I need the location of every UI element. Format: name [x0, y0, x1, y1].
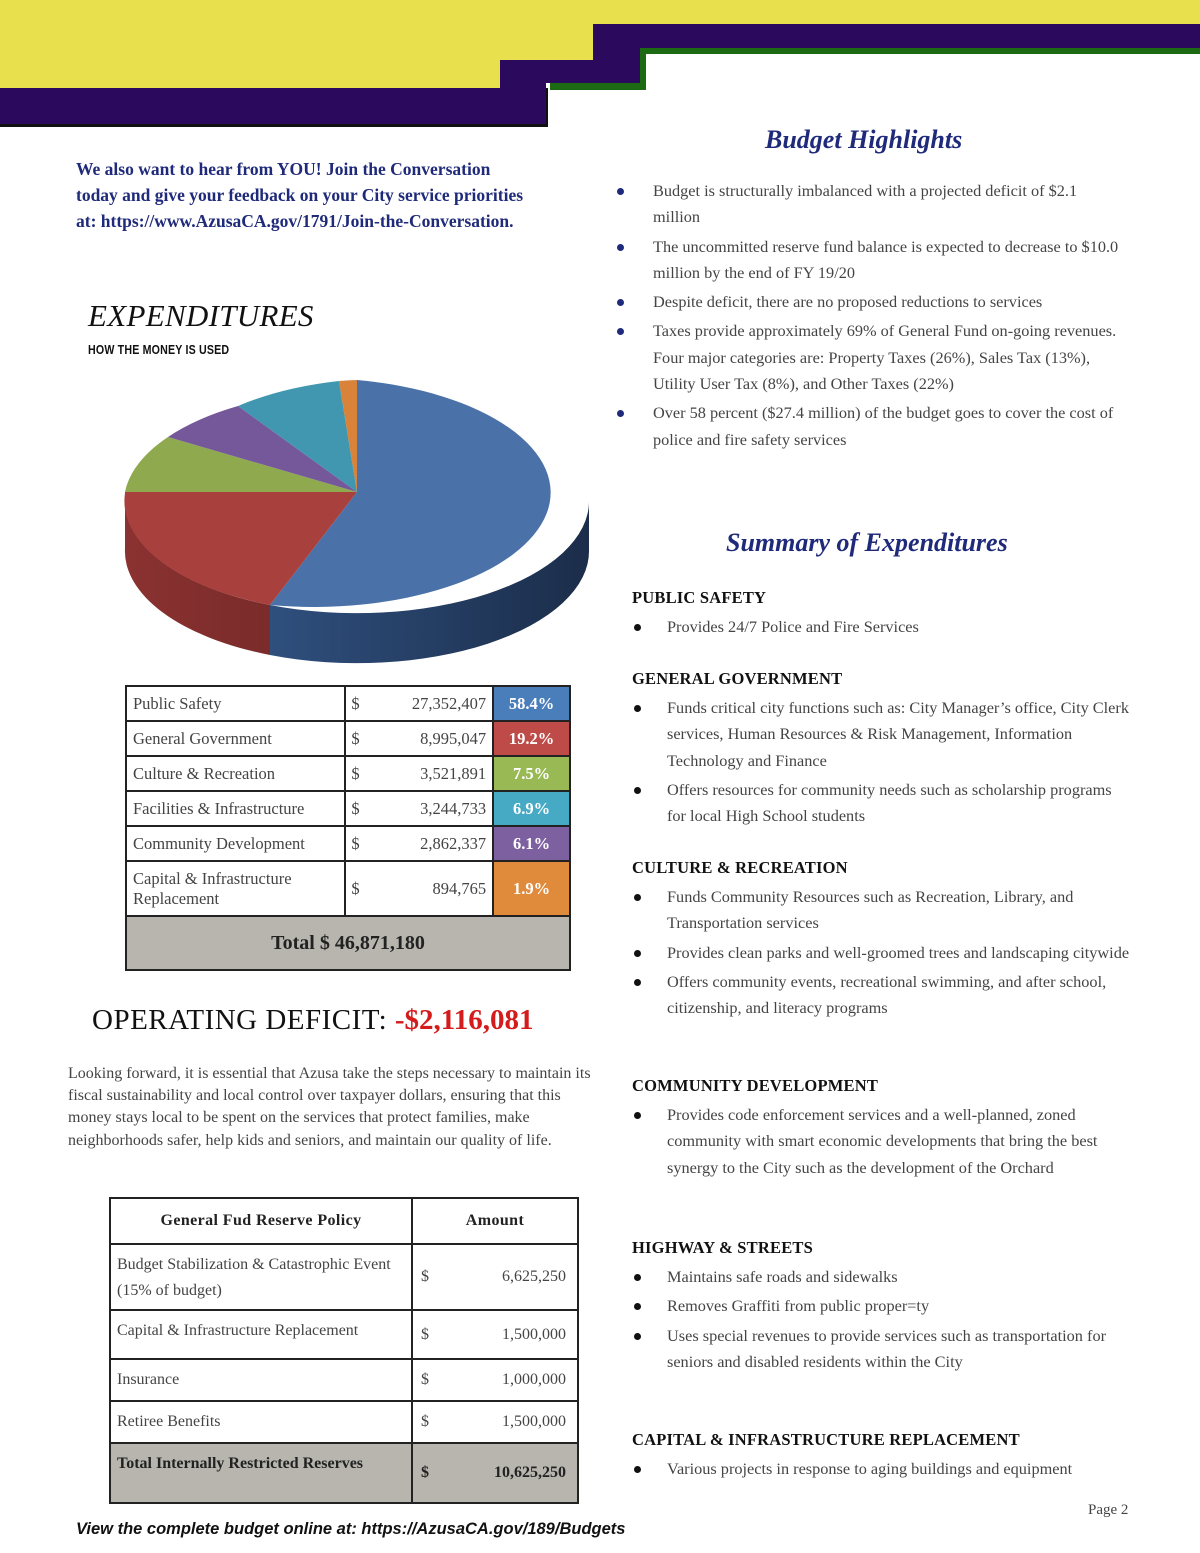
- table-row: [126, 756, 570, 791]
- bullet-icon: [634, 705, 641, 712]
- currency-sign: $: [351, 728, 360, 748]
- bullet-icon: [634, 894, 641, 901]
- summary-section-general-government: [632, 669, 1132, 832]
- budget-highlights-title: Budget Highlights: [765, 125, 963, 154]
- join-conversation-callout: We also want to hear from YOU! Join the Conversation today and give your feedback on your City service priorities at: https://www.AzusaCA.gov/1791/Join-the-Conversation.: [76, 159, 524, 231]
- category-cell: Capital & Infrastructure Replacement: [126, 861, 345, 916]
- currency-sign: $: [351, 878, 360, 898]
- policy-name: Budget Stabilization & Catastrophic Event (15% of budget): [110, 1244, 412, 1310]
- section-heading: COMMUNITY DEVELOPMENT: [632, 1076, 879, 1095]
- list-item: Despite deficit, there are no proposed reductions to services: [617, 289, 1127, 315]
- list-item: The uncommitted reserve fund balance is expected to decrease to $10.0 million by the end of FY 19/20: [617, 234, 1127, 287]
- bullet-icon: [634, 787, 641, 794]
- percent-cell: 6.9%: [493, 791, 570, 826]
- currency-sign: $: [421, 1413, 429, 1430]
- bullet-icon: [634, 624, 641, 631]
- section-heading: HIGHWAY & STREETS: [632, 1238, 813, 1257]
- list-item: Offers resources for community needs such as scholarship programs for local High School students: [632, 777, 1132, 830]
- list-item: Provides code enforcement services and a well-planned, zoned community with smart economic developments that bring the best synergy to the City such as the development of the Orchard: [632, 1102, 1132, 1181]
- category-cell: Community Development: [126, 826, 345, 861]
- table-row: [126, 721, 570, 756]
- bullet-icon: [617, 328, 624, 335]
- expenditures-title: EXPENDITURES: [88, 298, 314, 333]
- list-item: Removes Graffiti from public proper=ty: [632, 1293, 1132, 1319]
- deficit-label: OPERATING DEFICIT:: [92, 1004, 388, 1036]
- percent-cell: 1.9%: [493, 861, 570, 916]
- list-item: Budget is structurally imbalanced with a projected deficit of $2.1 million: [617, 178, 1127, 231]
- summary-section-highway-streets: [632, 1238, 1132, 1378]
- section-heading: CULTURE & RECREATION: [632, 858, 848, 877]
- amount-cell: 894,765: [432, 878, 487, 898]
- policy-name: Capital & Infrastructure Replacement: [110, 1310, 412, 1359]
- table-row: [126, 861, 570, 916]
- list-item: Taxes provide approximately 69% of General Fund on-going revenues. Four major categories are: Property Taxes (26%), Sales Tax (13%), Utility User Tax (8%), and Other Taxes (22%): [617, 318, 1127, 397]
- currency-sign: $: [351, 833, 360, 853]
- list-item: Uses special revenues to provide services such as transportation for seniors and disabled residents within the City: [632, 1323, 1132, 1376]
- table-row: [110, 1359, 578, 1401]
- list-item: Maintains safe roads and sidewalks: [632, 1264, 1132, 1290]
- table-row: [110, 1401, 578, 1443]
- summary-of-expenditures-title: Summary of Expenditures: [726, 528, 1008, 557]
- bullet-icon: [634, 950, 641, 957]
- operating-deficit: [92, 1004, 533, 1037]
- amount-cell: 3,244,733: [420, 798, 487, 818]
- column-header-amount: Amount: [412, 1198, 578, 1244]
- summary-section-capital-replacement: [632, 1430, 1132, 1485]
- deficit-value: -$2,116,081: [394, 1004, 534, 1036]
- amount: 6,625,250: [502, 1268, 566, 1285]
- bullet-icon: [634, 1333, 641, 1340]
- currency-sign: $: [351, 798, 360, 818]
- column-header-policy: General Fud Reserve Policy: [110, 1198, 412, 1244]
- bullet-icon: [634, 1303, 641, 1310]
- percent-cell: 58.4%: [493, 686, 570, 721]
- expenditures-table: [125, 685, 571, 971]
- bullet-icon: [634, 1112, 641, 1119]
- list-item: Provides clean parks and well-groomed trees and landscaping citywide: [632, 940, 1132, 966]
- bullet-icon: [634, 979, 641, 986]
- amount-cell: 8,995,047: [420, 728, 487, 748]
- looking-forward-paragraph: Looking forward, it is essential that Azusa take the steps necessary to maintain its fiscal sustainability and local control over taxpayer dollars, ensuring that this money stays local to be spent on the services that protect families, make neighborhoods safer, help kids and seniors, and maintain our quality of life.: [68, 1065, 591, 1149]
- policy-name: Insurance: [110, 1359, 412, 1401]
- bullet-icon: [634, 1466, 641, 1473]
- policy-name: Retiree Benefits: [110, 1401, 412, 1443]
- bullet-icon: [634, 1274, 641, 1281]
- bullet-icon: [617, 410, 624, 417]
- category-cell: General Government: [126, 721, 345, 756]
- amount: 1,500,000: [502, 1413, 566, 1430]
- percent-cell: 19.2%: [493, 721, 570, 756]
- table-row: [110, 1310, 578, 1359]
- bullet-icon: [617, 188, 624, 195]
- currency-sign: $: [421, 1268, 429, 1285]
- bullet-icon: [617, 244, 624, 251]
- amount-cell: 3,521,891: [420, 763, 487, 783]
- currency-sign: $: [351, 693, 360, 713]
- reserve-policy-table: [109, 1197, 579, 1504]
- category-cell: Facilities & Infrastructure: [126, 791, 345, 826]
- summary-section-culture-recreation: [632, 858, 1132, 1024]
- policy-total-name: Total Internally Restricted Reserves: [110, 1443, 412, 1503]
- bullet-icon: [617, 299, 624, 306]
- section-heading: GENERAL GOVERNMENT: [632, 669, 843, 688]
- page-number: Page 2: [1088, 1502, 1129, 1518]
- currency-sign: $: [421, 1325, 429, 1343]
- table-row: [126, 826, 570, 861]
- budget-highlights-list: [617, 178, 1127, 456]
- list-item: Funds critical city functions such as: City Manager’s office, City Clerk services, Human Resources & Risk Management, Information Technology and Finance: [632, 695, 1132, 774]
- amount-cell: 27,352,407: [411, 693, 487, 713]
- table-row: [126, 686, 570, 721]
- list-item: Funds Community Resources such as Recreation, Library, and Transportation services: [632, 884, 1132, 937]
- total-amount: 10,625,250: [494, 1464, 566, 1481]
- list-item: Offers community events, recreational swimming, and after school, citizenship, and literacy programs: [632, 969, 1132, 1022]
- list-item: Provides 24/7 Police and Fire Services: [632, 614, 1132, 640]
- table-row: [110, 1244, 578, 1310]
- section-heading: CAPITAL & INFRASTRUCTURE REPLACEMENT: [632, 1430, 1020, 1449]
- list-item: Various projects in response to aging buildings and equipment: [632, 1456, 1132, 1482]
- category-cell: Culture & Recreation: [126, 756, 345, 791]
- total-row: [126, 916, 570, 970]
- expenditures-pie-chart: [110, 380, 600, 670]
- currency-sign: $: [421, 1464, 429, 1481]
- list-item: Over 58 percent ($27.4 million) of the budget goes to cover the cost of police and fire safety services: [617, 400, 1127, 453]
- section-heading: PUBLIC SAFETY: [632, 588, 767, 607]
- header-banner: [0, 0, 1200, 135]
- summary-section-public-safety: [632, 588, 1132, 643]
- summary-section-community-development: [632, 1076, 1132, 1184]
- amount: 1,500,000: [502, 1325, 566, 1343]
- currency-sign: $: [421, 1371, 429, 1388]
- currency-sign: $: [351, 763, 360, 783]
- percent-cell: 6.1%: [493, 826, 570, 861]
- category-cell: Public Safety: [126, 686, 345, 721]
- expenditures-subtitle: HOW THE MONEY IS USED: [88, 342, 230, 357]
- expenditures-total: Total $ 46,871,180: [126, 916, 570, 970]
- amount-cell: 2,862,337: [420, 833, 487, 853]
- amount: 1,000,000: [502, 1371, 566, 1388]
- budget-link[interactable]: View the complete budget online at: https://AzusaCA.gov/189/Budgets: [76, 1520, 626, 1538]
- total-row: [110, 1443, 578, 1503]
- percent-cell: 7.5%: [493, 756, 570, 791]
- table-row: [126, 791, 570, 826]
